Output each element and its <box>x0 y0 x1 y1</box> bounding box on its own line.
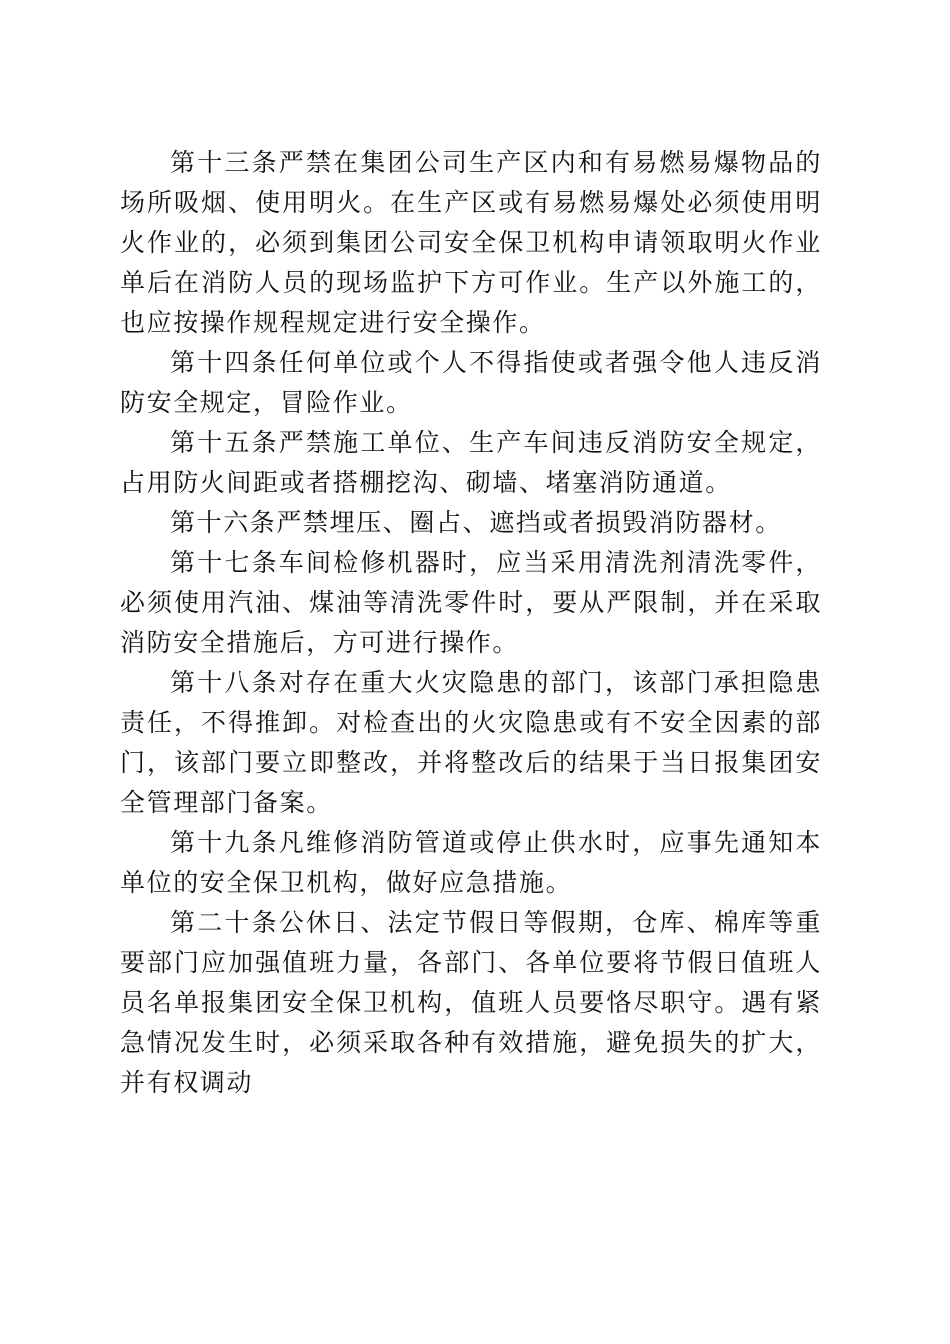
document-body <box>120 143 822 1103</box>
paragraph-article-14: 第十四条任何单位或个人不得指使或者强令他人违反消防安全规定，冒险作业。 <box>120 348 822 417</box>
paragraph-article-17: 第十七条车间检修机器时，应当采用清洗剂清洗零件，必须使用汽油、煤油等清洗零件时，要从严限制，并在采取消防安全措施后，方可进行操作。 <box>120 548 822 657</box>
paragraph-article-19: 第十九条凡维修消防管道或停止供水时，应事先通知本单位的安全保卫机构，做好应急措施。 <box>120 828 822 897</box>
paragraph-article-18: 第十八条对存在重大火灾隐患的部门，该部门承担隐患责任，不得推卸。对检查出的火灾隐患或有不安全因素的部门，该部门要立即整改，并将整改后的结果于当日报集团安全管理部门备案。 <box>120 668 822 817</box>
paragraph-article-20: 第二十条公休日、法定节假日等假期，仓库、棉库等重要部门应加强值班力量，各部门、各单位要将节假日值班人员名单报集团安全保卫机构，值班人员要恪尽职守。遇有紧急情况发生时，必须采取各种有效措施，避免损失的扩大，并有权调动 <box>120 908 822 1097</box>
paragraph-article-15: 第十五条严禁施工单位、生产车间违反消防安全规定，占用防火间距或者搭棚挖沟、砌墙、堵塞消防通道。 <box>120 428 822 497</box>
paragraph-article-13: 第十三条严禁在集团公司生产区内和有易燃易爆物品的场所吸烟、使用明火。在生产区或有易燃易爆处必须使用明火作业的，必须到集团公司安全保卫机构申请领取明火作业单后在消防人员的现场监护下方可作业。生产以外施工的，也应按操作规程规定进行安全操作。 <box>120 148 822 337</box>
paragraph-article-16: 第十六条严禁埋压、圈占、遮挡或者损毁消防器材。 <box>170 508 782 537</box>
